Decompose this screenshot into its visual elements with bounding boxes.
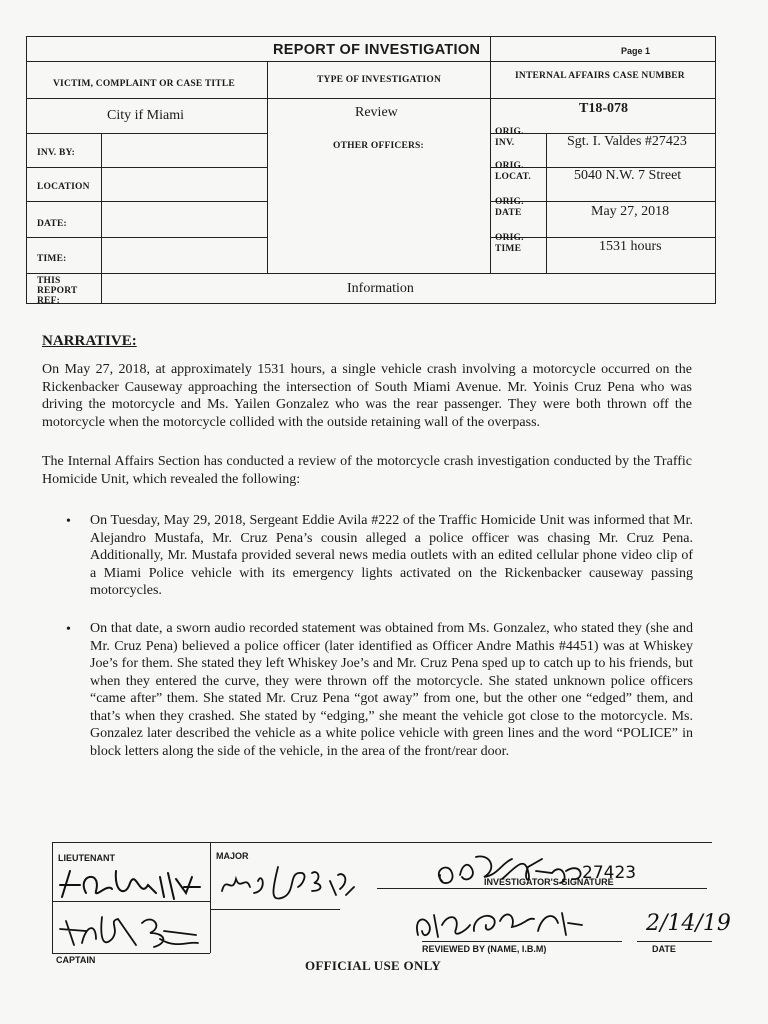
orig-location-label: ORIG. LOCAT. <box>495 161 531 182</box>
orig-date-label: ORIG. DATE <box>495 197 524 218</box>
reviewer-signature <box>412 901 592 943</box>
narrative-bullet-1: On Tuesday, May 29, 2018, Sergeant Eddie Avila #222 of the Traffic Homicide Unit was informed that Mr. Alejandro Mustafa, Mr. Cruz Pena’s cousin alleged a police officer was chasing Mr. Cruz Pena. Additionally, Mr. Mustafa provided several news media outlets with an edited cellular phone video clip of a Miami Police vehicle with its emergency lights activated on the Rickenbacker causeway passing motorcycles. <box>90 513 693 598</box>
investigation-type-value: Review <box>355 105 398 120</box>
victim-column-label: VICTIM, COMPLAINT OR CASE TITLE <box>53 79 235 89</box>
date-label: DATE: <box>37 219 67 229</box>
bullet-1-marker: • <box>66 514 71 529</box>
investigator-handwritten-number: 27423 <box>582 863 637 883</box>
captain-signature <box>56 909 206 953</box>
orig-inv-label: ORIG. INV. <box>495 127 524 148</box>
lieutenant-label: LIEUTENANT <box>58 853 115 863</box>
narrative-paragraph-2: The Internal Affairs Section has conducted a review of the motorcycle crash investigation conducted by the Traffic Homicide Unit, which revealed the following: <box>42 454 692 487</box>
victim-value: City if Miami <box>107 108 184 123</box>
report-ref-value: Information <box>347 281 414 296</box>
investigator-signature <box>432 851 592 889</box>
major-label: MAJOR <box>216 851 249 861</box>
case-number-value: T18-078 <box>579 101 628 116</box>
page-number: Page 1 <box>621 46 651 56</box>
major-signature <box>218 861 368 905</box>
report-ref-label: THIS REPORT REF: <box>37 276 78 306</box>
inv-by-label: INV. BY: <box>37 148 76 158</box>
handwritten-date: 2/14/19 <box>646 911 731 936</box>
captain-label: CAPTAIN <box>56 955 96 965</box>
orig-time-label: ORIG. TIME <box>495 233 524 254</box>
date-signed-label: DATE <box>652 944 676 954</box>
narrative-paragraph-1: On May 27, 2018, at approximately 1531 hours, a single vehicle crash involving a motorcycle occurred on the Rickenbacker Causeway approaching the intersection of South Miami Avenue. Mr. Yoinis Cruz Pena who was driving the motorcycle and Ms. Yailen Gonzalez who was the rear passenger. They were both thrown off the motorcycle when the motorcycle collided with the outside retaining wall of the overpass. <box>42 362 692 430</box>
report-header-form <box>26 36 716 304</box>
orig-date-value: May 27, 2018 <box>591 204 670 219</box>
reviewed-by-label: REVIEWED BY (NAME, I.B.M) <box>422 944 547 954</box>
investigator-signature-label: INVESTIGATOR'S SIGNATURE <box>484 877 614 887</box>
narrative-bullet-2: On that date, a sworn audio recorded statement was obtained from Ms. Gonzalez, who stated they (she and Mr. Cruz Pena) believed a police officer (later identified as Officer Andre Mathis #4451) was at Whiskey Joe’s for them. She stated they left Whiskey Joe’s and Mr. Cruz Pena sped up to catch up to his friends, but when they entered the curve, they were thrown off the motorcycle. She stated unknown police officers “came after” them. She stated Mr. Cruz Pena “got away” from one, but the other one “edged” them, and that’s when they crashed. She stated by “edging,” she meant the vehicle got close to the motorcycle. Ms. Gonzalez later described the vehicle as a white police vehicle with green lines and the word “POLICE” in block letters along the side of the vehicle, in the area of the front/rear door. <box>90 621 693 759</box>
signature-block <box>52 842 731 965</box>
type-column-label: TYPE OF INVESTIGATION <box>317 75 442 85</box>
report-title: REPORT OF INVESTIGATION <box>273 42 481 58</box>
orig-time-value: 1531 hours <box>599 239 662 254</box>
official-use-only: OFFICIAL USE ONLY <box>305 958 442 973</box>
bullet-2-marker: • <box>66 622 71 637</box>
other-officers-label: OTHER OFFICERS: <box>333 141 424 151</box>
case-number-column-label: INTERNAL AFFAIRS CASE NUMBER <box>515 71 685 81</box>
orig-inv-value: Sgt. I. Valdes #27423 <box>567 134 687 149</box>
narrative-heading: NARRATIVE: <box>42 333 137 349</box>
time-label: TIME: <box>37 254 67 264</box>
location-label: LOCATION <box>37 182 90 192</box>
lieutenant-signature <box>56 863 206 903</box>
orig-location-value: 5040 N.W. 7 Street <box>574 168 682 183</box>
